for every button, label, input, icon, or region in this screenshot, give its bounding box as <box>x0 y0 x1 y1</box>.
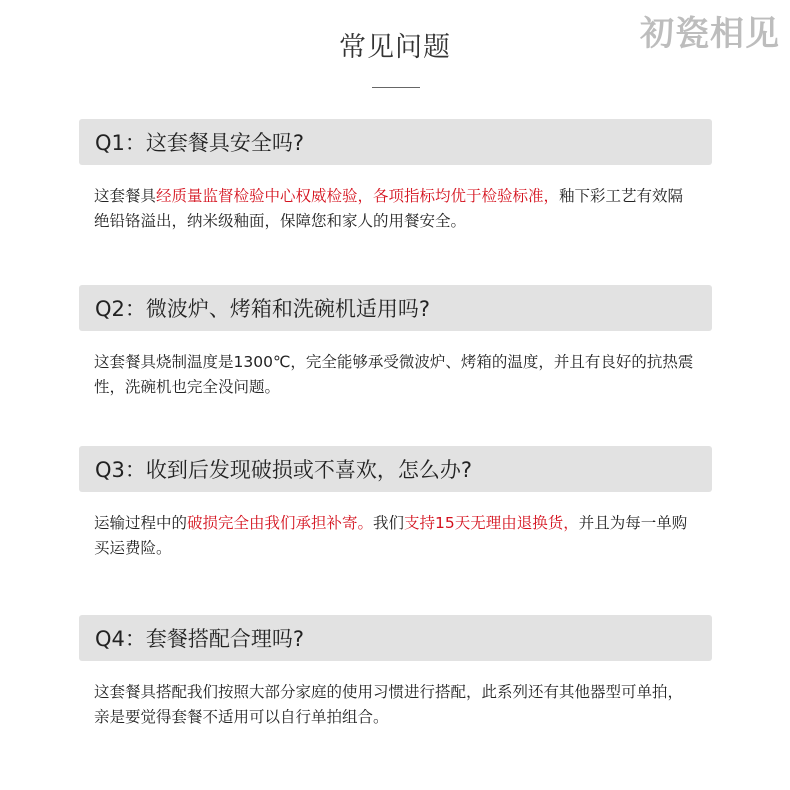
faq-question-1: Q1：这套餐具安全吗? <box>79 119 712 165</box>
answer-text: 这套餐具搭配我们按照大部分家庭的使用习惯进行搭配，此系列还有其他器型可单拍，亲是要觉得套餐不适用可以自行单拍组合。 <box>94 683 684 726</box>
answer-text: 这套餐具烧制温度是1300℃，完全能够承受微波炉、烤箱的温度，并且有良好的抗热震性，洗碗机也完全没问题。 <box>94 353 694 396</box>
faq-answer-3 <box>79 511 712 561</box>
faq-item-4 <box>79 615 712 730</box>
faq-answer-2 <box>79 350 712 400</box>
faq-question-3: Q3：收到后发现破损或不喜欢，怎么办? <box>79 446 712 492</box>
answer-text: 并且为每一单购买运费险。 <box>94 514 688 557</box>
brand-watermark: 初瓷相见 <box>640 14 780 54</box>
faq-question-4: Q4：套餐搭配合理吗? <box>79 615 712 661</box>
faq-question-2: Q2：微波炉、烤箱和洗碗机适用吗? <box>79 285 712 331</box>
answer-text: 这套餐具 <box>94 187 157 205</box>
faq-answer-4 <box>79 680 712 730</box>
page-title: 常见问题 <box>339 32 451 63</box>
faq-answer-1 <box>79 184 712 234</box>
answer-text: 釉下彩工艺有效隔绝铅铬溢出，纳米级釉面，保障您和家人的用餐安全。 <box>94 187 684 230</box>
answer-text: 我们 <box>373 514 405 532</box>
answer-highlight: 经质量监督检验中心权威检验，各项指标均优于检验标准， <box>156 187 560 205</box>
answer-highlight: 破损完全由我们承担补寄。 <box>187 514 374 532</box>
faq-item-2 <box>79 285 712 400</box>
answer-text: 运输过程中的 <box>94 514 188 532</box>
title-divider <box>372 87 420 88</box>
faq-item-1 <box>79 119 712 234</box>
faq-item-3 <box>79 446 712 561</box>
answer-highlight: 支持15天无理由退换货， <box>404 514 579 532</box>
